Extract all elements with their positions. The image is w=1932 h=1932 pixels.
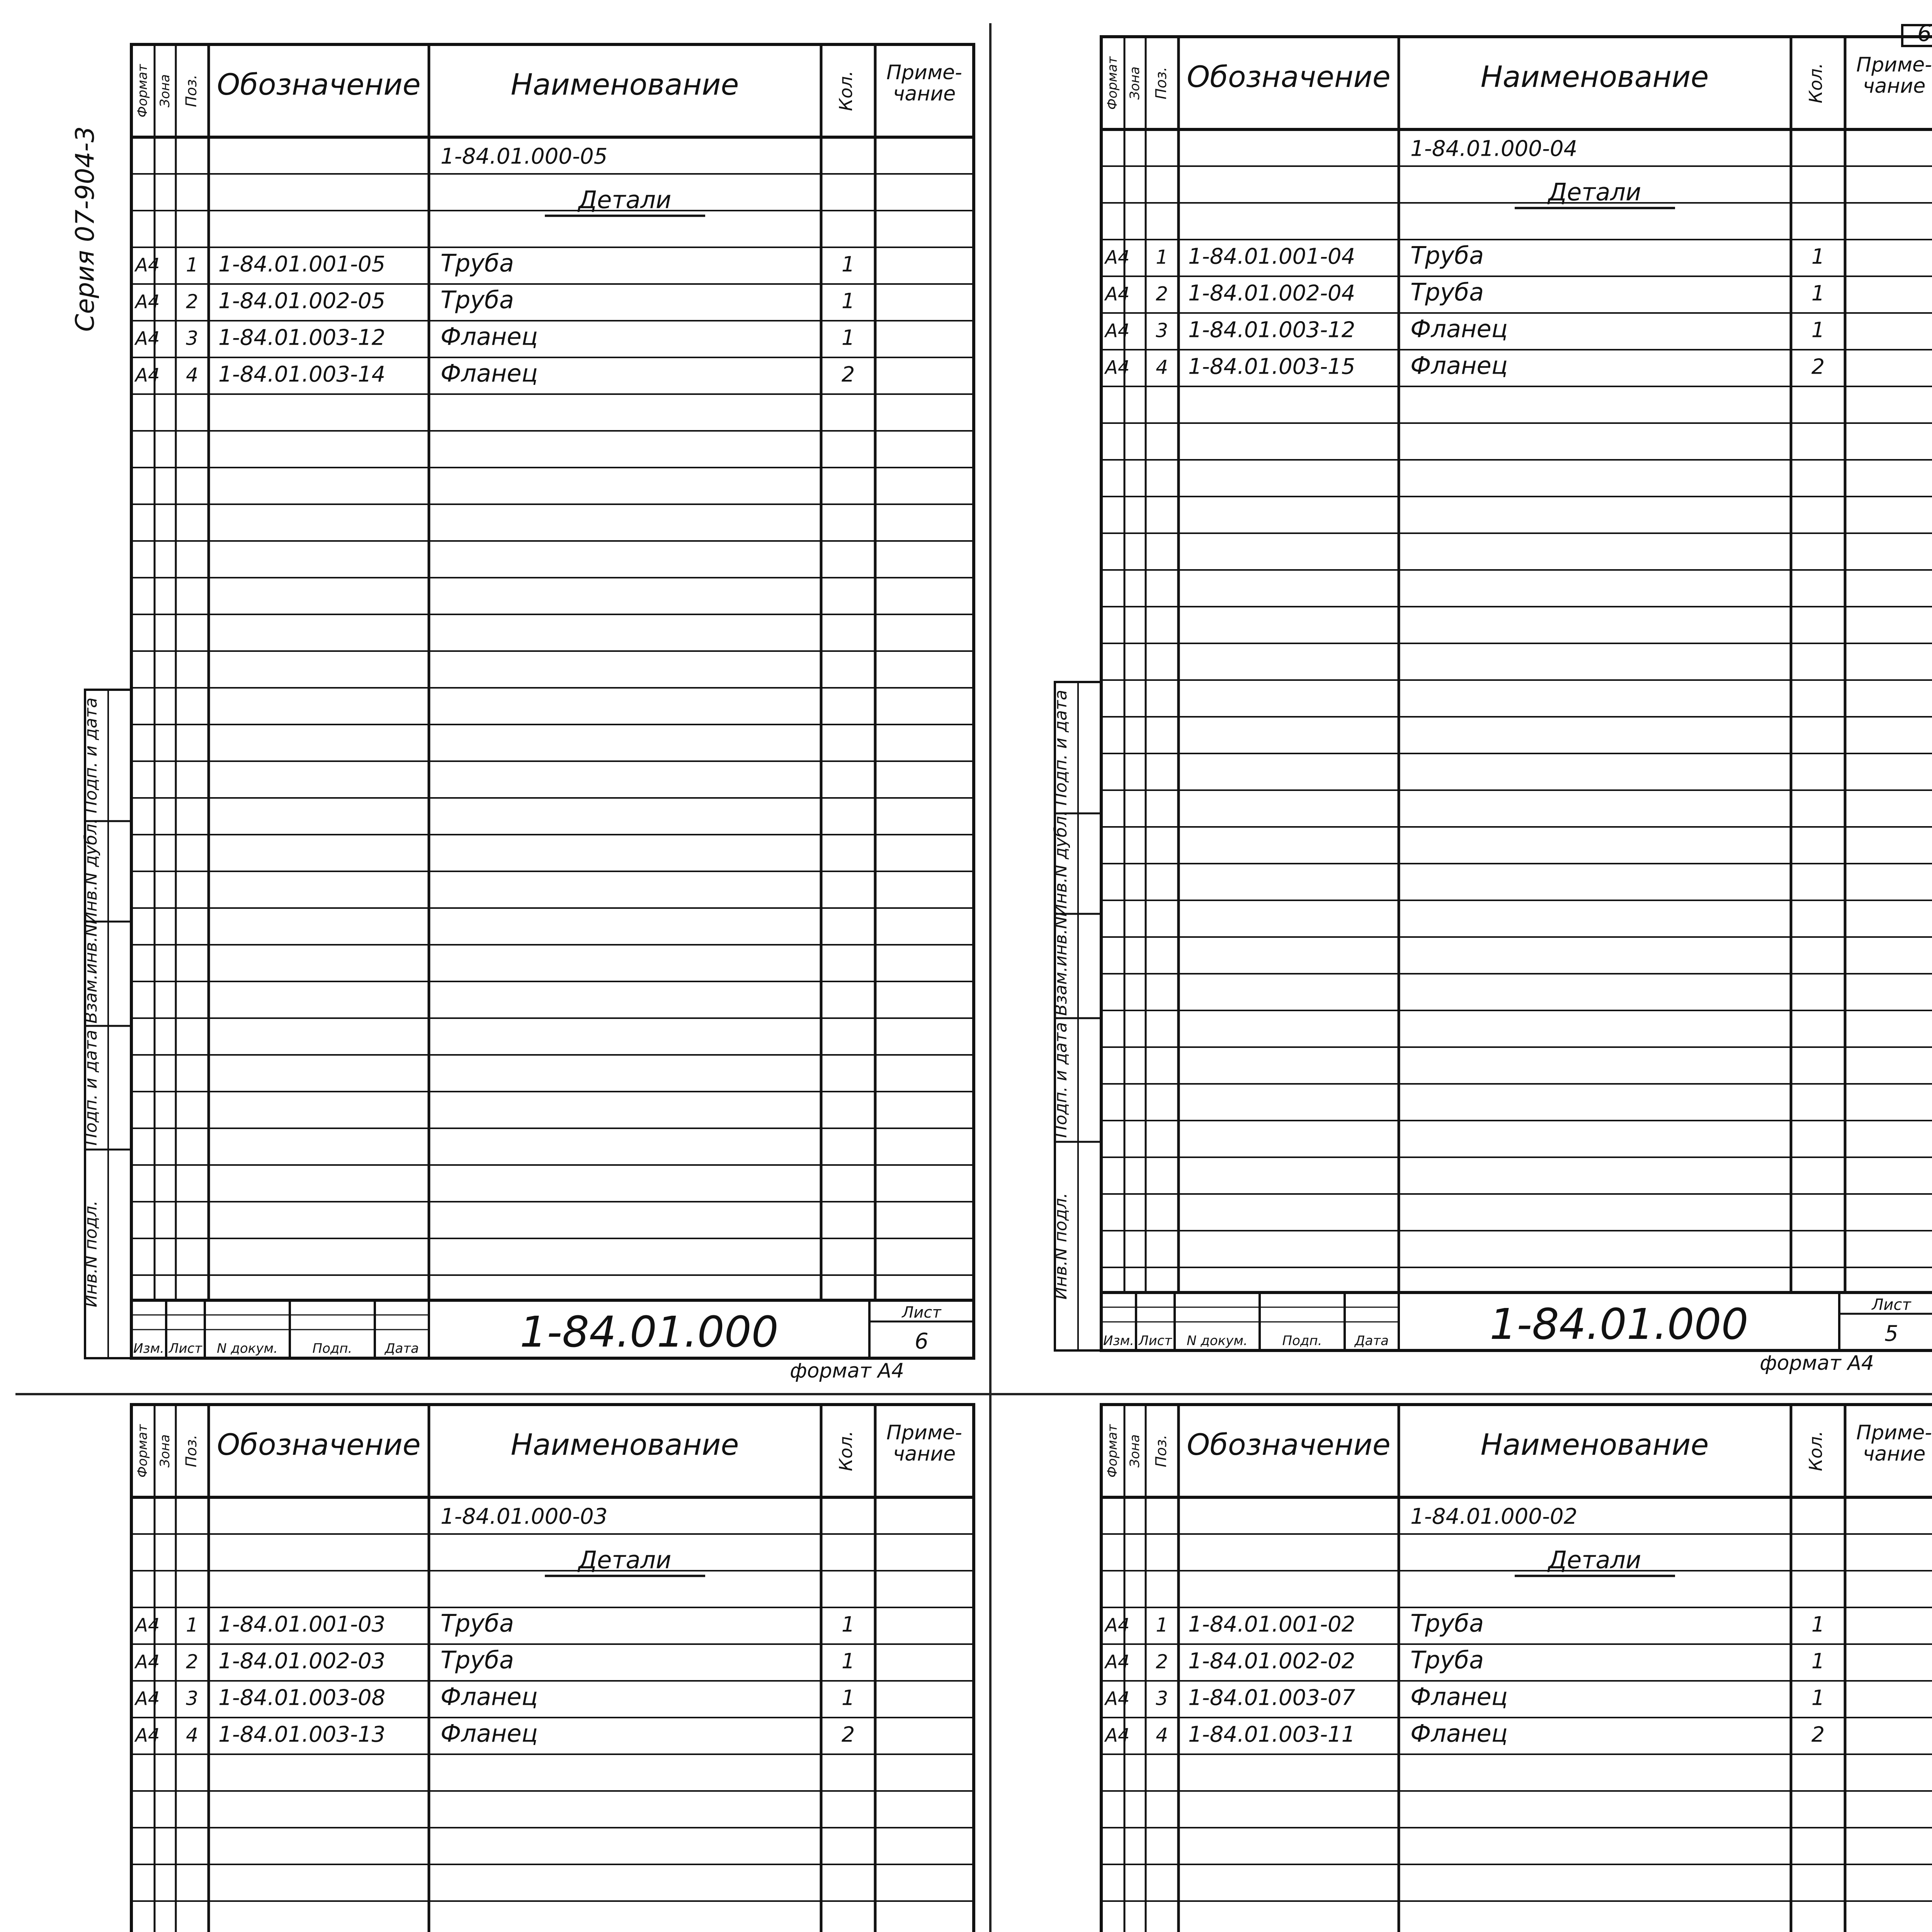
row-name: Фланец bbox=[440, 322, 538, 351]
row-format: А4 bbox=[1105, 247, 1130, 269]
header-format: Формат bbox=[1105, 56, 1120, 110]
stamp-sheet-label: Лист bbox=[902, 1304, 941, 1321]
document-code: 1-84.01.000 bbox=[1490, 1299, 1748, 1349]
row-designation: 1-84.01.002-02 bbox=[1188, 1648, 1355, 1674]
frame-border bbox=[131, 44, 974, 1358]
row-format: А4 bbox=[135, 364, 160, 386]
row-designation: 1-84.01.002-05 bbox=[218, 288, 386, 314]
header-name: Наименование bbox=[1480, 1427, 1709, 1462]
header-qty: Кол. bbox=[835, 70, 856, 111]
stamp-doc-label: N докум. bbox=[217, 1341, 278, 1356]
row-name: Труба bbox=[440, 1609, 514, 1638]
row-qty: 2 bbox=[1811, 354, 1825, 379]
row-name: Труба bbox=[1410, 241, 1484, 270]
stamp-list-label: Лист bbox=[1138, 1333, 1172, 1349]
header-note-line-2: чание bbox=[1862, 1442, 1926, 1466]
row-qty: 1 bbox=[841, 325, 855, 350]
side-label: Подп. и дата bbox=[1051, 690, 1071, 806]
row-name: Труба bbox=[440, 1646, 514, 1674]
spec-sheet bbox=[108, 1397, 1057, 1932]
stamp-list-label: Лист bbox=[168, 1341, 202, 1356]
format-label: формат А4 bbox=[790, 1359, 904, 1383]
side-label: Подп. и дата bbox=[81, 1030, 101, 1146]
stamp-sign-label: Подп. bbox=[1282, 1333, 1322, 1349]
row-qty: 1 bbox=[1811, 244, 1825, 269]
header-format: Формат bbox=[135, 64, 150, 117]
format-label: формат А4 bbox=[1760, 1352, 1874, 1375]
row-qty: 1 bbox=[1811, 1685, 1825, 1710]
row-format: А4 bbox=[135, 1614, 160, 1636]
spec-page-3 bbox=[108, 1397, 1057, 1932]
row-qty: 1 bbox=[841, 289, 855, 313]
row-name: Труба bbox=[1410, 1609, 1484, 1638]
variant-designation: 1-84.01.000-05 bbox=[440, 144, 608, 169]
spec-sheet bbox=[1051, 29, 1932, 1375]
row-pos: 2 bbox=[1156, 282, 1168, 305]
header-qty: Кол. bbox=[1805, 1430, 1826, 1471]
stamp-sheet-number: 6 bbox=[915, 1329, 929, 1354]
section-title: Детали bbox=[1548, 178, 1641, 206]
section-title: Детали bbox=[578, 185, 672, 214]
row-designation: 1-84.01.001-04 bbox=[1188, 244, 1355, 269]
header-note-line-1: Приме- bbox=[1856, 53, 1932, 77]
row-format: А4 bbox=[135, 1725, 160, 1747]
row-pos: 2 bbox=[186, 1650, 198, 1673]
side-label: Инв.N подл. bbox=[1051, 1192, 1071, 1300]
row-format: А4 bbox=[1105, 1651, 1130, 1673]
row-format: А4 bbox=[1105, 1725, 1130, 1747]
side-label: Инв.N дубл. bbox=[81, 818, 101, 925]
row-pos: 4 bbox=[1156, 356, 1168, 379]
row-name: Фланец bbox=[440, 1682, 538, 1711]
row-designation: 1-84.01.003-13 bbox=[218, 1722, 386, 1747]
series-label: Серия 07-904-3 bbox=[70, 126, 100, 332]
row-name: Фланец bbox=[1410, 1719, 1508, 1748]
header-pos: Поз. bbox=[183, 74, 200, 107]
row-format: А4 bbox=[1105, 1688, 1130, 1710]
row-name: Труба bbox=[440, 286, 514, 314]
side-label: Инв.N дубл. bbox=[1051, 810, 1071, 917]
row-qty: 2 bbox=[841, 362, 855, 387]
frame-border bbox=[1101, 37, 1932, 1350]
header-note-line-2: чание bbox=[893, 1442, 956, 1466]
header-designation: Обозначение bbox=[217, 1427, 421, 1462]
row-format: А4 bbox=[1105, 320, 1130, 342]
row-pos: 2 bbox=[1156, 1650, 1168, 1673]
row-designation: 1-84.01.001-05 bbox=[218, 252, 386, 277]
row-name: Фланец bbox=[1410, 1682, 1508, 1711]
header-designation: Обозначение bbox=[1187, 60, 1391, 94]
row-format: А4 bbox=[135, 291, 160, 313]
header-note-line-1: Приме- bbox=[1856, 1421, 1932, 1444]
row-pos: 4 bbox=[186, 364, 198, 386]
header-format: Формат bbox=[1105, 1424, 1120, 1478]
row-name: Фланец bbox=[1410, 351, 1508, 380]
row-name: Труба bbox=[1410, 1646, 1484, 1674]
row-designation: 1-84.01.003-15 bbox=[1188, 354, 1355, 379]
header-pos: Поз. bbox=[1153, 1434, 1170, 1468]
stamp-sign-label: Подп. bbox=[312, 1341, 352, 1356]
horizontal-cut-line bbox=[15, 1393, 1932, 1395]
row-format: А4 bbox=[135, 1651, 160, 1673]
row-qty: 1 bbox=[1811, 1612, 1825, 1637]
row-qty: 1 bbox=[841, 1685, 855, 1710]
header-designation: Обозначение bbox=[1187, 1427, 1391, 1462]
header-qty: Кол. bbox=[835, 1430, 856, 1471]
row-format: А4 bbox=[1105, 1614, 1130, 1636]
row-qty: 1 bbox=[1811, 1649, 1825, 1673]
row-designation: 1-84.01.003-08 bbox=[218, 1685, 386, 1711]
row-pos: 3 bbox=[186, 1687, 198, 1710]
stamp-izm-label: Изм. bbox=[1103, 1333, 1134, 1349]
section-title: Детали bbox=[578, 1546, 672, 1574]
stamp-date-label: Дата bbox=[384, 1341, 419, 1356]
row-pos: 3 bbox=[1156, 1687, 1168, 1710]
header-zone: Зона bbox=[1127, 1434, 1143, 1468]
variant-designation: 1-84.01.000-04 bbox=[1410, 136, 1578, 162]
stamp-sheet-number: 5 bbox=[1884, 1321, 1898, 1346]
side-label: Инв.N подл. bbox=[81, 1200, 101, 1308]
spec-page-2 bbox=[1051, 29, 1932, 1375]
row-qty: 1 bbox=[841, 1612, 855, 1637]
row-pos: 4 bbox=[186, 1724, 198, 1747]
row-name: Фланец bbox=[440, 359, 538, 388]
variant-designation: 1-84.01.000-03 bbox=[440, 1504, 608, 1529]
side-label: Подп. и дата bbox=[1051, 1022, 1071, 1138]
header-note-line-2: чание bbox=[893, 82, 956, 105]
row-designation: 1-84.01.002-04 bbox=[1188, 281, 1355, 306]
spec-page-4 bbox=[1078, 1397, 1932, 1932]
header-name: Наименование bbox=[510, 1427, 739, 1462]
header-name: Наименование bbox=[510, 67, 739, 102]
row-pos: 1 bbox=[186, 253, 198, 276]
row-name: Фланец bbox=[1410, 315, 1508, 343]
row-designation: 1-84.01.001-02 bbox=[1188, 1612, 1355, 1637]
row-designation: 1-84.01.003-11 bbox=[1188, 1722, 1355, 1747]
header-note-line-1: Приме- bbox=[886, 61, 962, 84]
row-designation: 1-84.01.003-14 bbox=[218, 362, 386, 387]
row-qty: 1 bbox=[841, 1649, 855, 1673]
header-qty: Кол. bbox=[1805, 63, 1826, 104]
row-name: Труба bbox=[1410, 278, 1484, 306]
header-name: Наименование bbox=[1480, 60, 1709, 94]
stamp-date-label: Дата bbox=[1354, 1333, 1389, 1349]
header-format: Формат bbox=[135, 1424, 150, 1478]
header-note-line-2: чание bbox=[1862, 75, 1926, 98]
row-pos: 4 bbox=[1156, 1724, 1168, 1747]
row-qty: 1 bbox=[841, 252, 855, 277]
row-name: Фланец bbox=[440, 1719, 538, 1748]
row-qty: 2 bbox=[841, 1722, 855, 1747]
row-designation: 1-84.01.003-12 bbox=[218, 325, 386, 350]
spec-sheet bbox=[1078, 1397, 1932, 1932]
row-pos: 1 bbox=[186, 1614, 198, 1636]
header-pos: Поз. bbox=[1153, 66, 1170, 100]
row-format: А4 bbox=[135, 328, 160, 350]
stamp-sheet-label: Лист bbox=[1872, 1296, 1911, 1314]
header-zone: Зона bbox=[157, 1434, 173, 1468]
stamp-izm-label: Изм. bbox=[133, 1341, 164, 1356]
side-label: Взам.инв.N bbox=[81, 924, 101, 1024]
stamp-doc-label: N докум. bbox=[1187, 1333, 1248, 1349]
sheet-mark: 6 bbox=[1917, 20, 1932, 46]
row-format: А4 bbox=[135, 1688, 160, 1710]
row-pos: 1 bbox=[1156, 246, 1168, 269]
document-code: 1-84.01.000 bbox=[520, 1307, 779, 1357]
row-name: Труба bbox=[440, 249, 514, 277]
row-pos: 3 bbox=[186, 327, 198, 350]
row-pos: 1 bbox=[1156, 1614, 1168, 1636]
row-qty: 2 bbox=[1811, 1722, 1825, 1747]
row-designation: 1-84.01.001-03 bbox=[218, 1612, 386, 1637]
row-format: А4 bbox=[135, 254, 160, 276]
row-pos: 2 bbox=[186, 290, 198, 313]
header-pos: Поз. bbox=[183, 1434, 200, 1468]
header-designation: Обозначение bbox=[217, 67, 421, 102]
variant-designation: 1-84.01.000-02 bbox=[1410, 1504, 1578, 1529]
row-designation: 1-84.01.002-03 bbox=[218, 1648, 386, 1674]
row-format: А4 bbox=[1105, 283, 1130, 305]
row-format: А4 bbox=[1105, 357, 1130, 379]
section-title: Детали bbox=[1548, 1546, 1641, 1574]
header-zone: Зона bbox=[157, 74, 173, 107]
header-note-line-1: Приме- bbox=[886, 1421, 962, 1444]
row-designation: 1-84.01.003-12 bbox=[1188, 317, 1355, 343]
side-label: Взам.инв.N bbox=[1051, 916, 1071, 1016]
row-designation: 1-84.01.003-07 bbox=[1188, 1685, 1355, 1711]
row-qty: 1 bbox=[1811, 281, 1825, 306]
header-zone: Зона bbox=[1127, 66, 1143, 100]
side-label: Подп. и дата bbox=[81, 697, 101, 813]
row-qty: 1 bbox=[1811, 318, 1825, 342]
row-pos: 3 bbox=[1156, 319, 1168, 342]
